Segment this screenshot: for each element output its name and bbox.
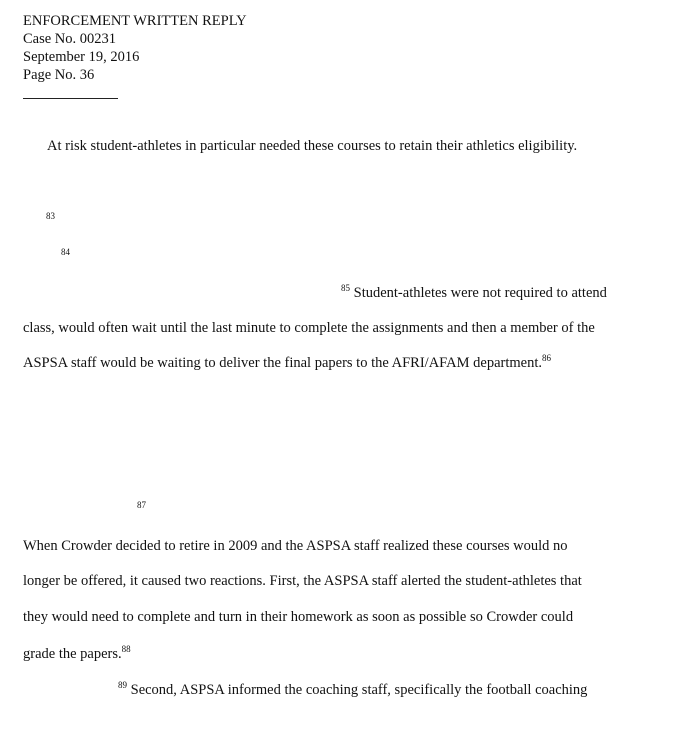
document-date: September 19, 2016	[23, 49, 140, 65]
page-number: Page No. 36	[23, 67, 95, 83]
case-number: Case No. 00231	[23, 31, 117, 47]
body-line-9-text: Second, ASPSA informed the coaching staff, specifically the football coaching	[130, 682, 588, 698]
body-line-9	[118, 681, 587, 699]
body-line-2	[341, 284, 607, 302]
document-header	[23, 12, 247, 84]
document-title: ENFORCEMENT WRITTEN REPLY	[23, 13, 247, 29]
footnote-ref-89: 89	[118, 680, 127, 690]
body-line-4	[23, 354, 551, 372]
footnote-ref-83: 83	[46, 211, 55, 221]
header-divider	[23, 98, 118, 99]
body-line-7: they would need to complete and turn in their homework as soon as possible so Crowder could	[23, 609, 574, 625]
footnote-ref-87: 87	[137, 500, 146, 510]
body-line-6: longer be offered, it caused two reactions. First, the ASPSA staff alerted the student-athletes that	[23, 573, 582, 589]
footnote-ref-88: 88	[121, 644, 131, 654]
footnote-ref-86: 86	[541, 353, 551, 363]
footnote-ref-84: 84	[61, 247, 70, 257]
body-line-8	[23, 645, 131, 663]
body-line-2-text: Student-athletes were not required to attend	[353, 285, 607, 301]
body-line-5: When Crowder decided to retire in 2009 and the ASPSA staff realized these courses would no	[23, 538, 568, 554]
footnote-ref-85: 85	[341, 283, 350, 293]
body-line-1: At risk student-athletes in particular needed these courses to retain their athletics eligibility.	[47, 138, 578, 154]
body-line-3: class, would often wait until the last minute to complete the assignments and then a member of the	[23, 320, 595, 336]
body-line-4-text: ASPSA staff would be waiting to deliver the final papers to the AFRI/AFAM department.	[23, 355, 542, 371]
body-line-8-text: grade the papers.	[23, 646, 122, 662]
